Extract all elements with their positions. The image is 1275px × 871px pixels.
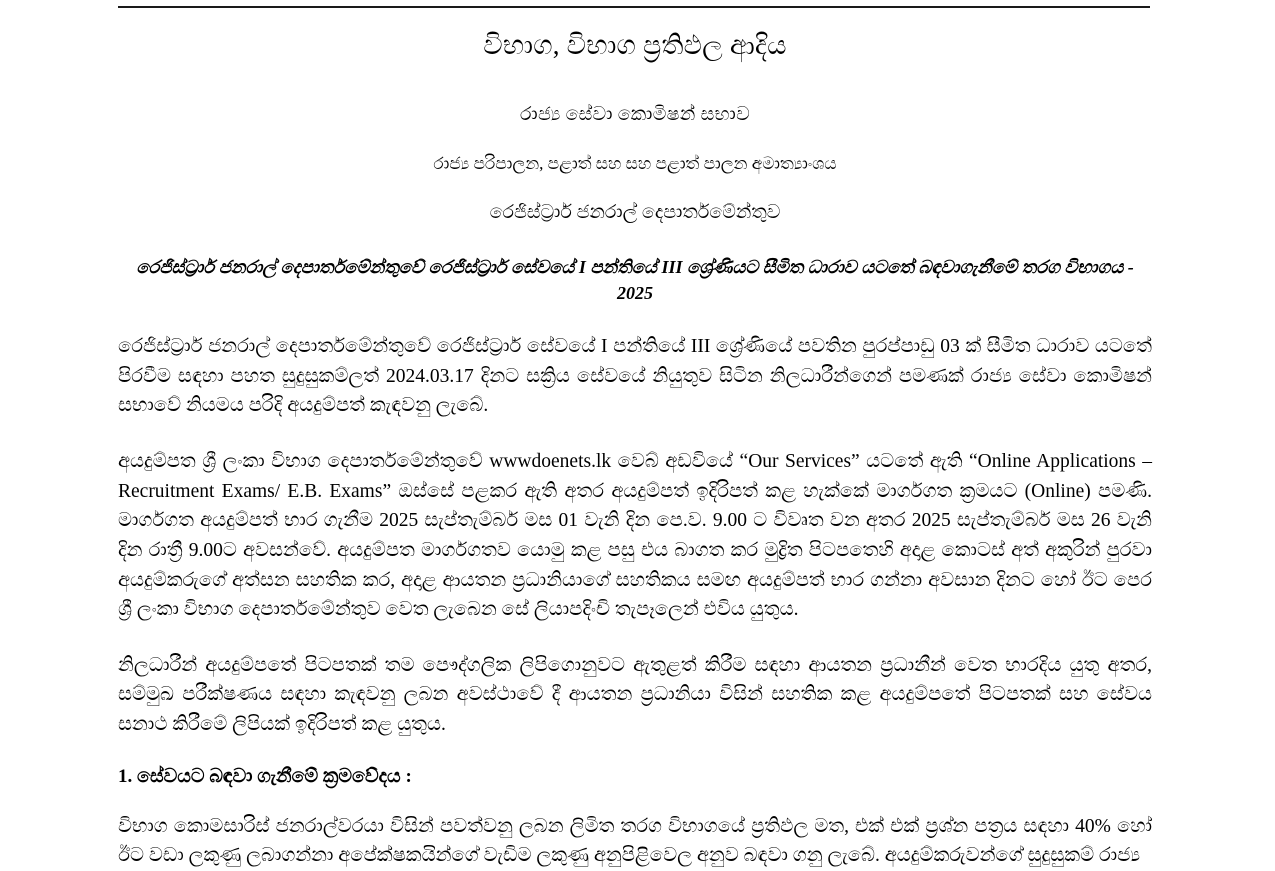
paragraph-vacancies: රෙජිස්ට්‍රාර් ජනරාල් දෙපාර්තමේන්තුවේ රෙජිස්ට්‍රාර් සේවයේ I පන්තියේ III ශ්‍රේණියේ පවතින පුරප්පාඩු 03 ක් සීමිත ධාරාව යටතේ පිරවීම සඳහා පහත සුදුසුකම්ලත් 2024.03.17 දිනට සක්‍රිය සේවයේ නියුතුව සිටින නිලධාරීන්ගෙන් පමණක් රාජ්‍ය සේවා කොමිෂන් සභාවේ නියමය පරිදි අයදුම්පත් කැඳවනු ලැබේ. (118, 336, 1152, 417)
header-divider (118, 6, 1150, 8)
page-title: විභාග, විභාග ප්‍රතිඵල ආදිය (483, 30, 787, 60)
paragraph-application-procedure: අයදුම්පත ශ්‍රී ලංකා විභාග දෙපාර්තමේන්තුවේ wwwdoenets.lk වෙබ් අඩවියේ “Our Services” යටතේ ඇති “Online Applications – Recruitment Exams/ E.B. Exams” ඔස්සේ පළකර ඇති අතර අයදුම්පත් ඉදිරිපත් කළ හැක්කේ මාර්ගගත ක්‍රමයට (Online) පමණි. මාර්ගගත අයදුම්පත් භාර ගැනීම 2025 සැප්තැම්බර් මස 01 වැනි දින පෙ.ව. 9.00 ට විවෘත වන අතර 2025 සැප්තැම්බර් මස 26 වැනි දින රාත්‍රී 9.00ට අවසන්වේ. අයදුම්පත මාර්ගගතව යොමු කළ පසු එය බාගත කර මුද්‍රිත පිටපතෙහි අදාළ කොටස් අත් අකුරින් පුරවා අයදුම්කරුගේ අත්සන සහතික කර, අදාළ ආයතන ප්‍රධානියාගේ සහතිකය සමඟ අයදුම්පත් භාර ගන්නා අවසාන දිනට හෝ ඊට පෙර ශ්‍රී ලංකා විභාග දෙපාර්තමේන්තුව වෙත ලැබෙන සේ ලියාපදිංචි තැපෑලෙන් එවිය යුතුය. (118, 451, 1152, 621)
section-1-text: විභාග කොමසාරිස් ජනරාල්වරයා විසින් පවත්වනු ලබන ලිමිත තරග විභාගයේ ප්‍රතිඵල මත, එක් එක් ප්‍රශ්න පත්‍රය සඳහා 40% හෝ ඊට වඩා ලකුණු ලබාගන්නා අපේක්ෂකයින්ගේ වැඩිම ලකුණු අනුපිළිවෙල අනුව බඳවා ගනු ලැබේ. අයදුම්කරුවන්ගේ සුදුසුකම් රාජ්‍ය (118, 815, 1152, 867)
department-name: රෙජිස්ට්‍රාර් ජනරාල් දෙපාර්තමේන්තුව (489, 202, 781, 223)
organization-name: රාජ්‍ය සේවා කොමිෂන් සභාව (519, 104, 751, 125)
section-1-heading: 1. සේවයට බඳවා ගැනීමේ ක්‍රමවේදය : (118, 765, 412, 787)
exam-title: රෙජිස්ට්‍රාර් ජනරාල් දෙපාර්තමේන්තුවේ රෙජිස්ට්‍රාර් සේවයේ I පන්තියේ III ශ්‍රේණියට සීමිත ධාරාව යටතේ බඳවාගැනීමේ තරග විභාගය - 2025 (136, 257, 1134, 304)
document-content (118, 22, 1152, 871)
ministry-name: රාජ්‍ය පරිපාලන, පළාත් සහ සහ පළාත් පාලන අමාත්‍යාංශය (433, 154, 837, 173)
paragraph-officer-copies: නිලධාරීන් අයදුම්පතේ පිටපතක් තම පෞද්ගලික ලිපිගොනුවට ඇතුළත් කිරීම සඳහා ආයතන ප්‍රධානීන් වෙත භාරදිය යුතු අතර, සම්මුඛ පරීක්ෂණය සඳහා කැඳවනු ලබන අවස්ථාවේ දී ආයතන ප්‍රධානියා විසින් සහතික කළ අයදුම්පතේ පිටපතක් සහ සේවය සනාථ කිරීමේ ලිපියක් ඉදිරිපත් කළ යුතුය. (118, 654, 1152, 736)
